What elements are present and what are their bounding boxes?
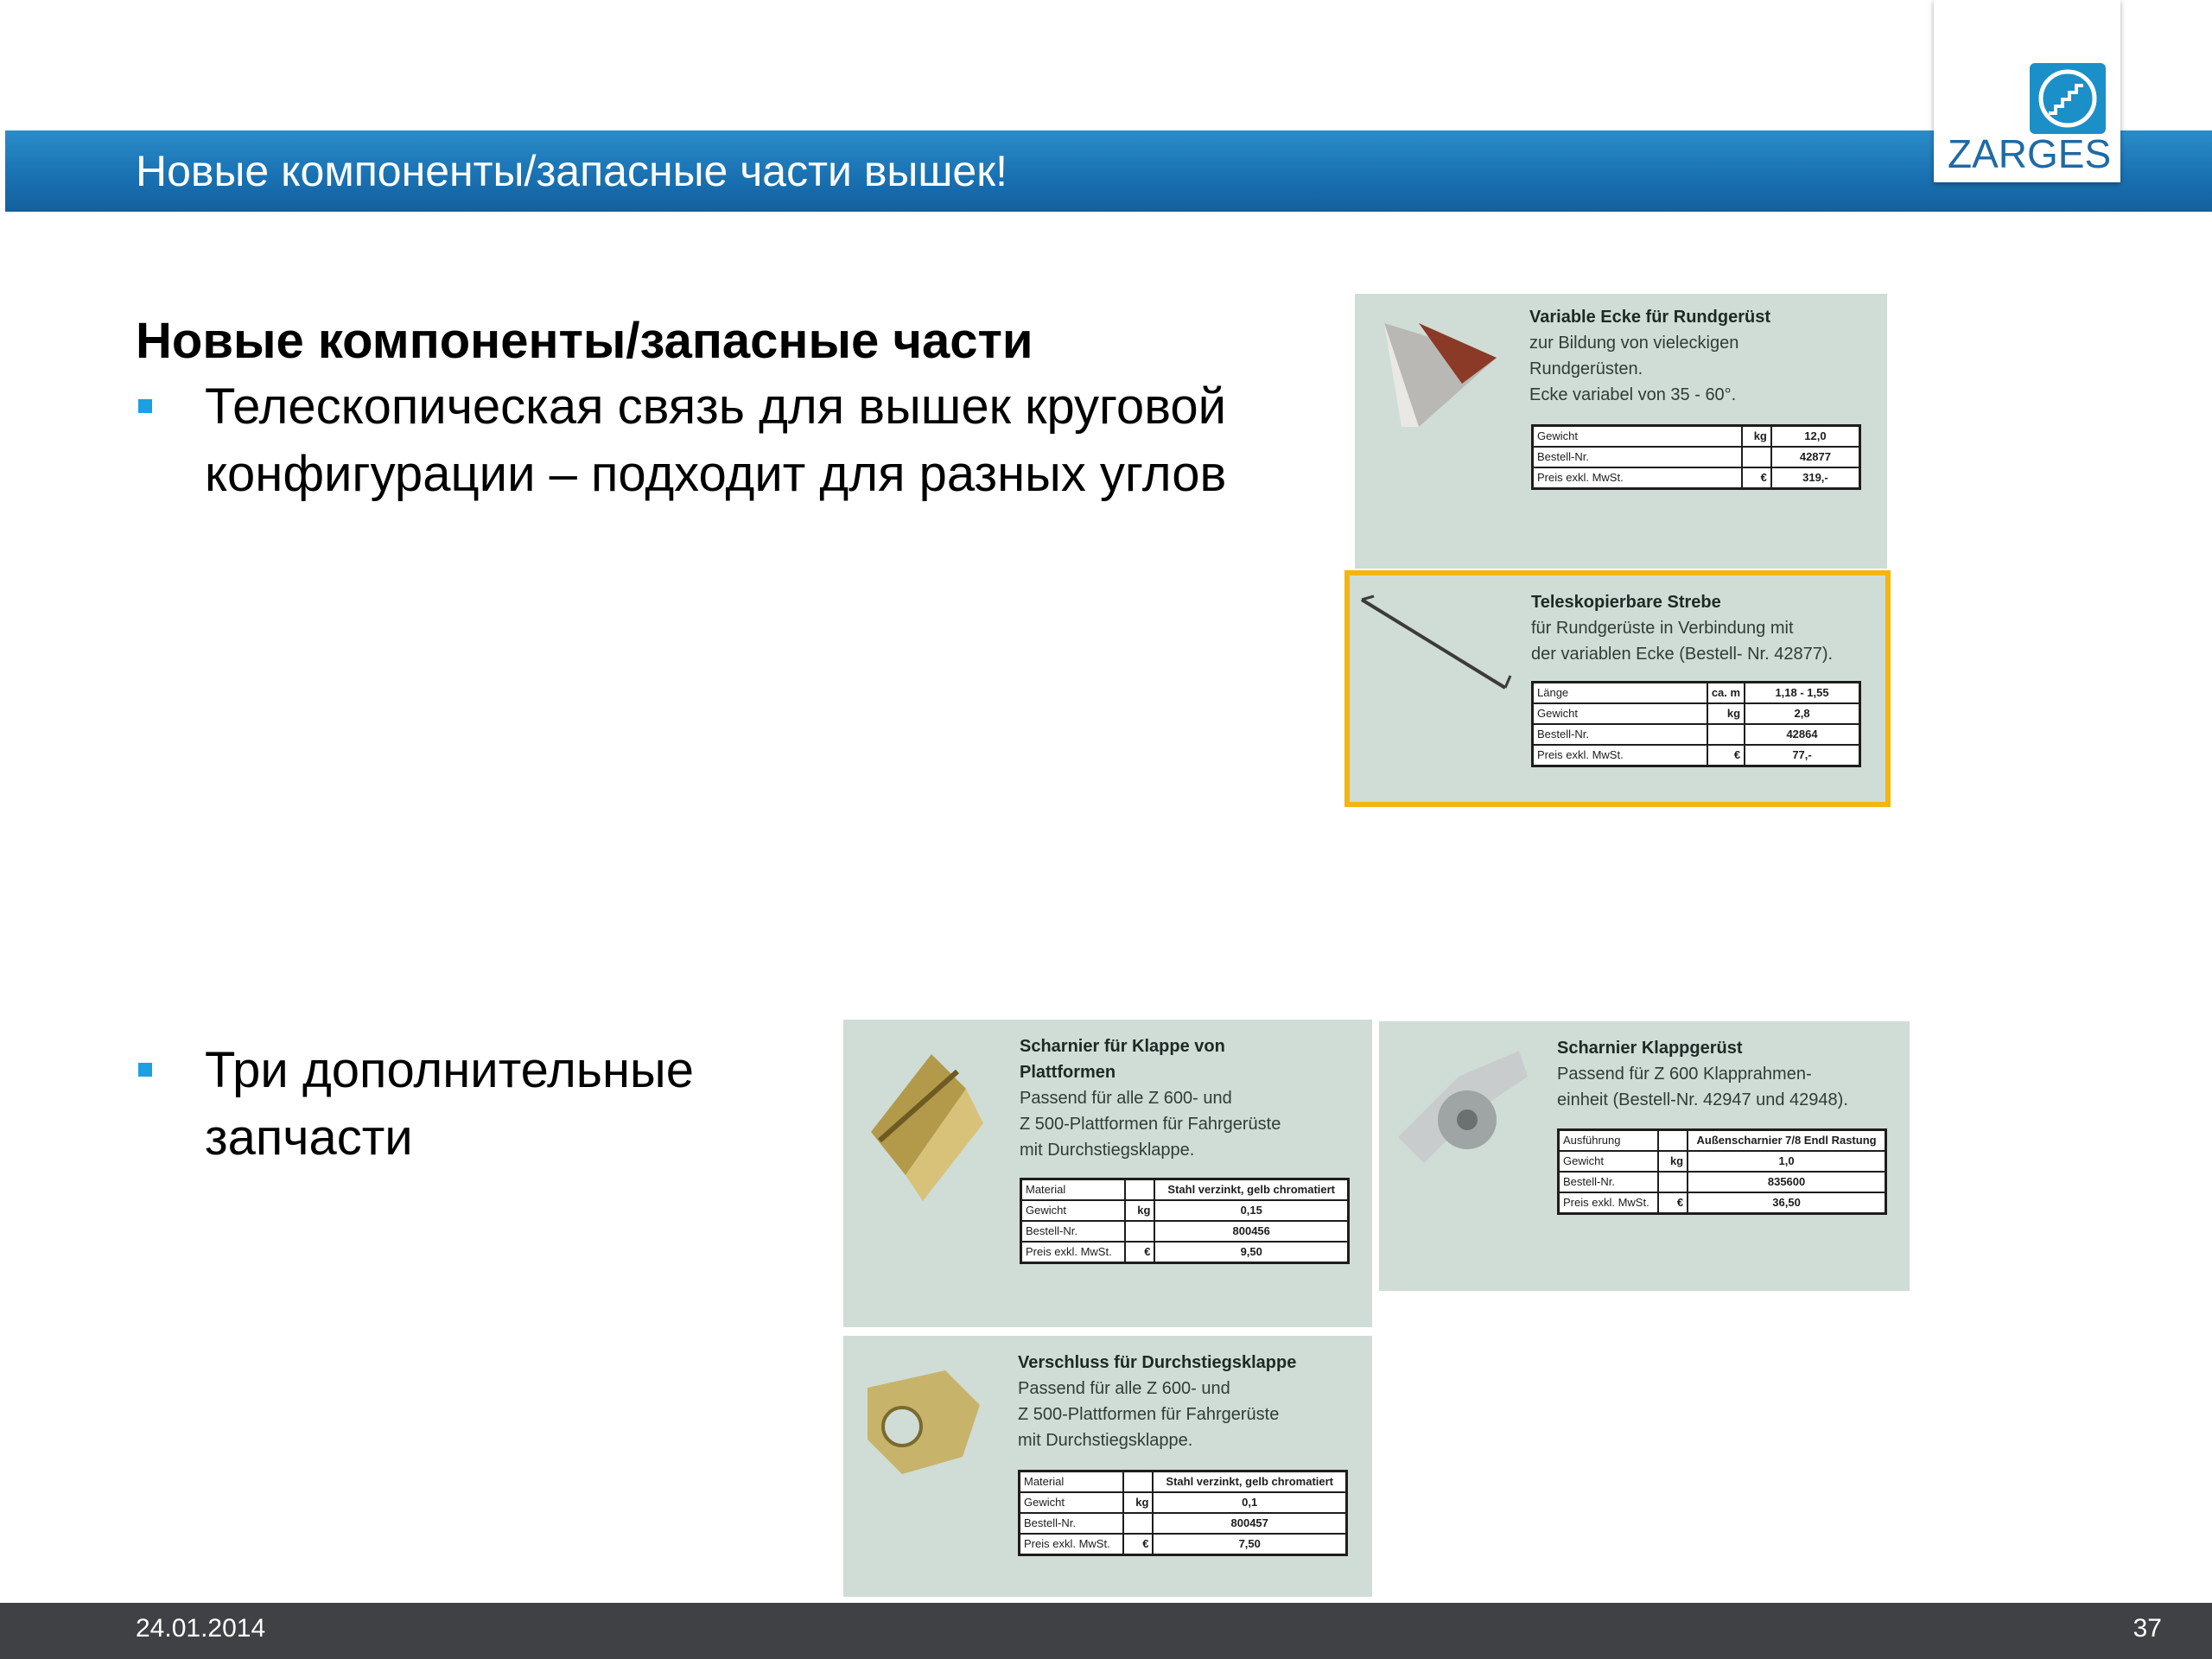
card-desc-line: für Rundgerüste in Verbindung mit	[1531, 619, 1794, 638]
table-cell: 9,50	[1154, 1242, 1348, 1263]
table-cell	[1742, 447, 1771, 467]
table-row	[1533, 745, 1860, 766]
card-desc-line: einheit (Bestell-Nr. 42947 und 42948).	[1557, 1090, 1848, 1109]
table-row	[1021, 1242, 1349, 1263]
table-row	[1559, 1192, 1886, 1214]
card-title: Teleskopierbare Strebe	[1531, 593, 1721, 612]
card-title: Variable Ecke für Rundgerüst	[1529, 308, 1770, 327]
spec-table	[1020, 1178, 1350, 1264]
table-cell: Stahl verzinkt, gelb chromatiert	[1154, 1179, 1348, 1201]
hinge-part-image	[854, 1037, 1001, 1210]
card-text	[1557, 1035, 1848, 1113]
card-desc-line: mit Durchstiegsklappe.	[1018, 1431, 1193, 1450]
table-cell: Gewicht	[1020, 1492, 1124, 1513]
table-cell	[1125, 1179, 1154, 1201]
bullet-icon	[138, 399, 152, 413]
spec-table	[1557, 1128, 1887, 1215]
card-desc-line: Passend für alle Z 600- und	[1018, 1379, 1230, 1398]
table-row	[1533, 703, 1860, 724]
table-cell: Gewicht	[1021, 1200, 1126, 1221]
table-cell: ca. m	[1707, 683, 1745, 704]
page-title: Новые компоненты/запасные части вышек!	[136, 147, 1008, 195]
table-row	[1533, 447, 1860, 467]
card-desc-line: Z 500-Plattformen für Fahrgerüste	[1018, 1405, 1280, 1424]
table-cell: Bestell-Nr.	[1533, 447, 1742, 467]
table-cell: 42864	[1745, 724, 1859, 745]
card-desc-line: zur Bildung von vieleckigen	[1529, 334, 1739, 353]
table-cell: €	[1658, 1192, 1688, 1214]
corner-part-image	[1367, 306, 1514, 444]
table-cell: 0,1	[1153, 1492, 1346, 1513]
table-row	[1021, 1221, 1349, 1242]
table-row	[1021, 1179, 1349, 1201]
table-cell: Preis exkl. MwSt.	[1021, 1242, 1126, 1263]
table-cell: 36,50	[1688, 1192, 1885, 1214]
table-cell: kg	[1125, 1200, 1154, 1221]
card-text	[1531, 589, 1833, 667]
table-cell: 77,-	[1745, 745, 1859, 766]
table-cell: Bestell-Nr.	[1021, 1221, 1126, 1242]
table-cell	[1658, 1130, 1688, 1152]
table-cell: 835600	[1688, 1172, 1885, 1192]
table-cell: Gewicht	[1533, 426, 1742, 448]
table-row	[1559, 1130, 1886, 1152]
card-title: Plattformen	[1020, 1063, 1116, 1082]
table-cell: kg	[1707, 703, 1745, 724]
table-row	[1533, 467, 1860, 489]
page-number: 37	[2133, 1614, 2162, 1643]
table-cell: 1,0	[1688, 1151, 1885, 1172]
table-cell: €	[1125, 1242, 1154, 1263]
strut-part-image	[1358, 593, 1514, 696]
table-cell: Material	[1021, 1179, 1126, 1201]
table-cell: 2,8	[1745, 703, 1859, 724]
folding-hinge-part-image	[1389, 1042, 1536, 1172]
card-desc-line: Z 500-Plattformen für Fahrgerüste	[1020, 1115, 1281, 1134]
table-row	[1559, 1151, 1886, 1172]
table-row	[1533, 683, 1860, 704]
table-cell: Außenscharnier 7/8 Endl Rastung	[1688, 1130, 1885, 1152]
table-row	[1533, 426, 1860, 448]
card-text	[1020, 1033, 1281, 1163]
zarges-logo-icon	[2030, 63, 2106, 134]
card-desc-line: der variablen Ecke (Bestell- Nr. 42877).	[1531, 645, 1834, 664]
card-title: Verschluss für Durchstiegsklappe	[1018, 1353, 1297, 1372]
table-row	[1020, 1471, 1347, 1493]
table-cell: Bestell-Nr.	[1533, 724, 1707, 745]
table-cell	[1123, 1471, 1153, 1493]
table-cell: kg	[1123, 1492, 1153, 1513]
card-desc-line: Passend für alle Z 600- und	[1020, 1089, 1232, 1108]
logo-text: ZARGES	[1948, 131, 2112, 176]
section-title: Новые компоненты/запасные части	[136, 313, 1033, 369]
table-cell: 42877	[1771, 447, 1860, 467]
table-cell	[1123, 1513, 1153, 1534]
table-cell: 319,-	[1771, 467, 1860, 489]
table-cell: 1,18 - 1,55	[1745, 683, 1859, 704]
table-cell: Ausführung	[1559, 1130, 1659, 1152]
spec-table	[1018, 1470, 1348, 1556]
table-cell: Stahl verzinkt, gelb chromatiert	[1153, 1471, 1346, 1493]
table-cell: Preis exkl. MwSt.	[1020, 1534, 1124, 1555]
table-cell: Preis exkl. MwSt.	[1533, 745, 1707, 766]
table-row	[1020, 1513, 1347, 1534]
table-cell: 800456	[1154, 1221, 1348, 1242]
table-cell: kg	[1742, 426, 1771, 448]
bullet-text-line: запчасти	[205, 1109, 413, 1166]
table-row	[1021, 1200, 1349, 1221]
table-cell: kg	[1658, 1151, 1688, 1172]
bullet-text-line: Телескопическая связь для вышек круговой	[205, 378, 1227, 435]
card-text	[1529, 304, 1770, 408]
card-desc-line: Passend für Z 600 Klapprahmen-	[1557, 1065, 1812, 1084]
table-row	[1533, 724, 1860, 745]
table-cell: 800457	[1153, 1513, 1346, 1534]
table-cell: Bestell-Nr.	[1559, 1172, 1659, 1192]
card-desc-line: mit Durchstiegsklappe.	[1020, 1141, 1195, 1160]
card-desc-line: Ecke variabel von 35 - 60°.	[1529, 385, 1737, 404]
table-cell: 7,50	[1153, 1534, 1346, 1555]
spec-table	[1531, 681, 1861, 767]
table-cell	[1707, 724, 1745, 745]
table-cell: 0,15	[1154, 1200, 1348, 1221]
footer-date: 24.01.2014	[136, 1614, 266, 1643]
card-desc-line: Rundgerüsten.	[1529, 359, 1643, 378]
table-cell	[1125, 1221, 1154, 1242]
card-title: Scharnier Klappgerüst	[1557, 1039, 1743, 1058]
table-cell: €	[1123, 1534, 1153, 1555]
table-row	[1559, 1172, 1886, 1192]
bullet-text-line: Три дополнительные	[205, 1042, 694, 1098]
table-cell: Gewicht	[1559, 1151, 1659, 1172]
table-cell: Bestell-Nr.	[1020, 1513, 1124, 1534]
footer-bar	[0, 1603, 2212, 1659]
table-cell: €	[1707, 745, 1745, 766]
table-row	[1020, 1534, 1347, 1555]
bullet-text-line: конфигурации – подходит для разных углов	[205, 446, 1227, 502]
card-text	[1018, 1350, 1296, 1453]
latch-part-image	[850, 1353, 997, 1491]
table-row	[1020, 1492, 1347, 1513]
bullet-icon	[138, 1063, 152, 1077]
table-cell: Material	[1020, 1471, 1124, 1493]
table-cell: Gewicht	[1533, 703, 1707, 724]
table-cell: Preis exkl. MwSt.	[1559, 1192, 1659, 1214]
spec-table	[1531, 424, 1861, 490]
card-title: Scharnier für Klappe von	[1020, 1037, 1225, 1056]
table-cell: Länge	[1533, 683, 1707, 704]
table-cell: €	[1742, 467, 1771, 489]
table-cell: Preis exkl. MwSt.	[1533, 467, 1742, 489]
table-cell	[1658, 1172, 1688, 1192]
table-cell: 12,0	[1771, 426, 1860, 448]
